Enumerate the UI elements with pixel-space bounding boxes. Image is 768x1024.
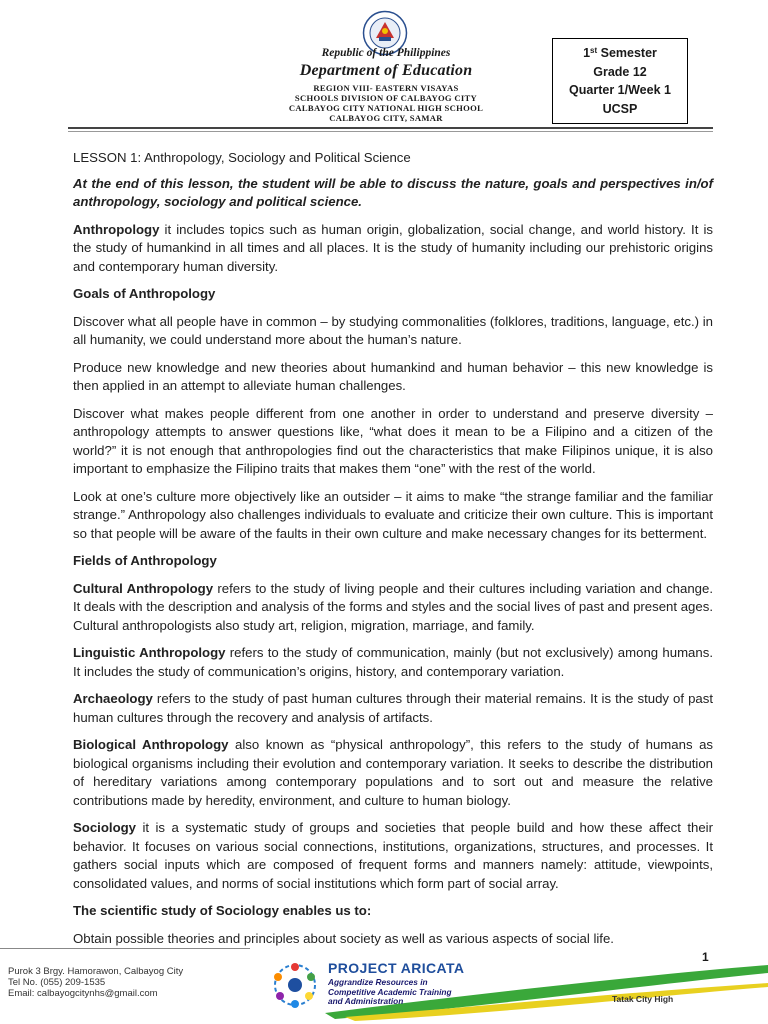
goal-item: Produce new knowledge and new theories about humankind and human behavior – this new knowledge is then applied in an attempt to alleviate human challenges. bbox=[73, 359, 713, 393]
lesson-content bbox=[73, 149, 713, 957]
contact-email: Email: calbayogcitynhs@gmail.com bbox=[8, 988, 158, 999]
sociology-enables-item: Obtain possible theories and principles about society as well as various aspects of social life. bbox=[73, 930, 614, 946]
field-item: Cultural Anthropology refers to the study of living people and their cultures including variation and change. It deals with the description and analysis of the forms and styles and the social lives of past and present ages. Cultural anthropologists also study art, religion, migration, marriage, and family. bbox=[73, 580, 713, 633]
lesson-title: LESSON 1: Anthropology, Sociology and Political Science bbox=[73, 150, 411, 165]
goals-heading: Goals of Anthropology bbox=[73, 286, 216, 301]
header-divider bbox=[68, 127, 713, 129]
contact-phone: Tel No. (055) 209-1535 bbox=[8, 977, 106, 988]
field-item: Archaeology refers to the study of past human cultures through their material remains. It is the study of past human cultures through the recovery and analysis of artifacts. bbox=[73, 691, 713, 725]
department-name: Department of Education bbox=[299, 62, 473, 79]
field-item: Biological Anthropology also known as “physical anthropology”, this refers to the study of humans as biological organisms including their evolution and contemporary variation. It seeks to describe the distribution of hereditary variations among contemporary populations and to sort out and measure the relative contributions made by heredity, environment, and culture to human biology. bbox=[73, 737, 713, 808]
sociology-enables-heading: The scientific study of Sociology enables us to: bbox=[73, 903, 372, 918]
header-divider-thin bbox=[68, 131, 713, 132]
footer-divider bbox=[0, 948, 250, 949]
goal-item: Look at one’s culture more objectively like an outsider – it aims to make “the strange familiar and the familiar strange.” Anthropology also challenges individuals to evaluate and criticize their own culture. This is important so that people will be aware of the faults in their own culture and make necessary changes for its betterment. bbox=[73, 488, 713, 541]
republic-label: Republic of the Philippines bbox=[321, 47, 451, 59]
project-acronym-expansion: Aggrandize Resources in Competitive Academic Training and Administration bbox=[328, 977, 452, 1006]
city-label: CALBAYOG CITY, SAMAR bbox=[329, 113, 443, 123]
page-number: 1 bbox=[702, 950, 709, 964]
field-item: Linguistic Anthropology refers to the study of communication, mainly (but not exclusively) among humans. It includes the study of communication’s origins, history, and contemporary variation. bbox=[73, 645, 713, 679]
school-label: CALBAYOG CITY NATIONAL HIGH SCHOOL bbox=[288, 103, 484, 113]
school-tagline: Tatak City High bbox=[612, 994, 674, 1004]
anthropology-definition: Anthropology it includes topics such as human origin, globalization, social change, and world history. It is the study of humankind in all times and all places. It is the study of humanity including our prehistoric origins and contemporary human diversity. bbox=[73, 221, 713, 274]
quarter-line: Quarter 1/Week 1 bbox=[569, 83, 671, 97]
sociology-definition: Sociology it is a systematic study of groups and societies that people build and how these affect their behavior. It focuses on various social connections, institutions, organizations, structures, and processes. It gathers social inputs which are composed of frequent forms and manners namely: attitude, viewpoints, consolidated values, and norms of social institutions which form part of social array. bbox=[73, 820, 713, 891]
school-contact bbox=[8, 966, 183, 999]
fields-heading: Fields of Anthropology bbox=[73, 553, 217, 568]
contact-address: Purok 3 Brgy. Hamorawon, Calbayog City bbox=[8, 966, 184, 977]
semester-line: 1st Semester bbox=[583, 46, 657, 60]
goal-item: Discover what makes people different from one another in order to understand and preserve diversity – anthropology attempts to answer questions like, “what does it mean to be a Filipino and a citizen of the world?” it is not enough that anthropologies find out the characteristics that make Filipinos unique, it is also important to emphasize the Filipino traits that makes them “one” with the rest of the world. bbox=[73, 405, 713, 476]
goal-item: Discover what all people have in common – by studying commonalities (folklores, traditions, language, etc.) in all humanity, we could understand more about the human’s nature. bbox=[73, 313, 713, 347]
project-title: PROJECT ARICATA bbox=[328, 960, 465, 976]
region-label: REGION VIII- EASTERN VISAYAS bbox=[313, 83, 459, 93]
grade-line: Grade 12 bbox=[593, 64, 647, 79]
lesson-objective: At the end of this lesson, the student will be able to discuss the nature, goals and perspectives in/of anthropology, sociology and political science. bbox=[73, 175, 713, 209]
aricata-logo bbox=[268, 958, 322, 1012]
semester-info-box bbox=[552, 38, 688, 124]
division-label: SCHOOLS DIVISION OF CALBAYOG CITY bbox=[294, 93, 478, 103]
subject-line: UCSP bbox=[602, 101, 638, 116]
